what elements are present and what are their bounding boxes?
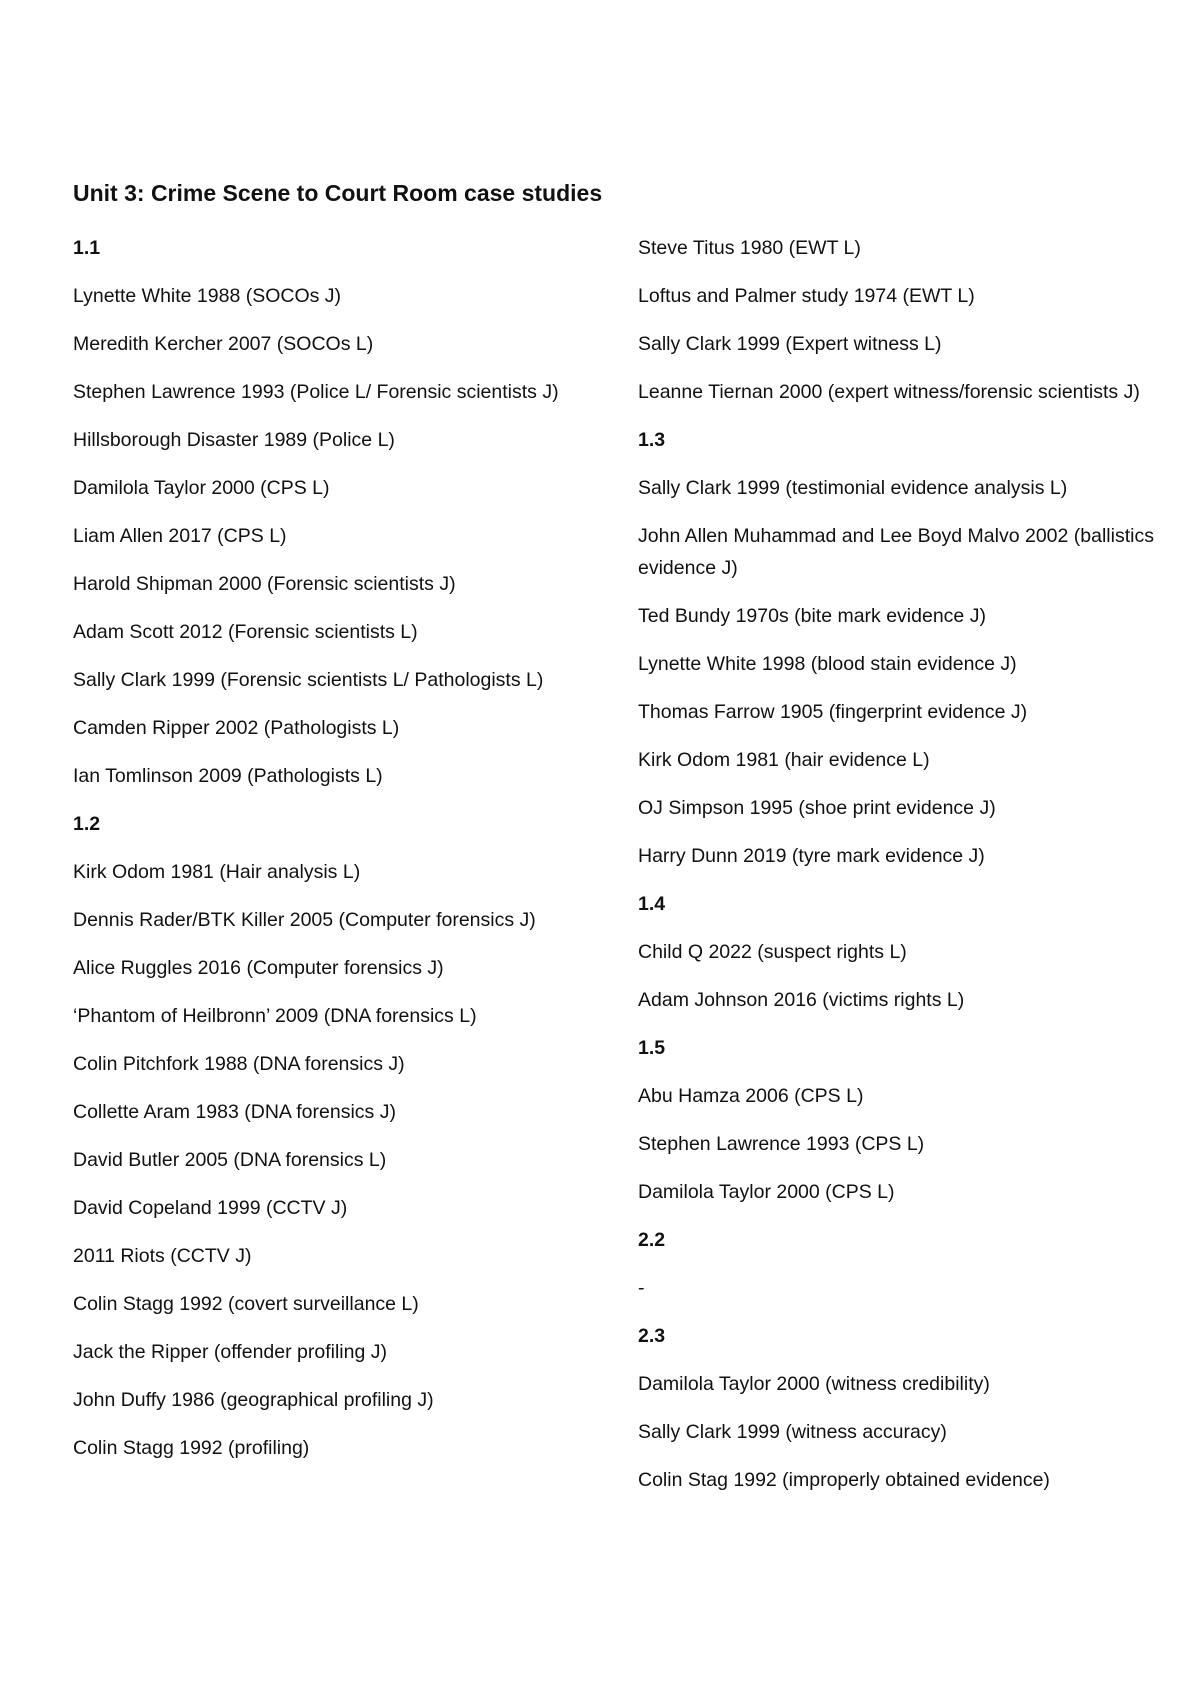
case-study-entry: David Copeland 1999 (CCTV J) [73,1197,348,1219]
case-study-entry: Harry Dunn 2019 (tyre mark evidence J) [638,845,985,867]
section-heading: 2.3 [638,1325,666,1347]
case-study-entry: Sally Clark 1999 (Expert witness L) [638,333,942,355]
case-study-entry: Kirk Odom 1981 (hair evidence L) [638,749,930,771]
case-study-entry: Ted Bundy 1970s (bite mark evidence J) [638,605,986,627]
section-heading: 1.4 [638,893,666,915]
case-study-entry: Leanne Tiernan 2000 (expert witness/forensic scientists J) [638,381,1140,403]
case-study-entry: Jack the Ripper (offender profiling J) [73,1341,387,1363]
case-study-entry: Lynette White 1998 (blood stain evidence J) [638,653,1017,675]
case-study-entry: Child Q 2022 (suspect rights L) [638,941,907,963]
case-study-entry: Adam Scott 2012 (Forensic scientists L) [73,621,418,643]
case-study-entry: Damilola Taylor 2000 (witness credibility) [638,1373,990,1395]
section-heading: 1.5 [638,1037,666,1059]
right-column [638,232,1158,1512]
left-column [73,232,573,1480]
case-study-entry: Dennis Rader/BTK Killer 2005 (Computer forensics J) [73,909,536,931]
case-study-entry: Sally Clark 1999 (Forensic scientists L/ Pathologists L) [73,669,544,691]
document-title: Unit 3: Crime Scene to Court Room case studies [73,180,603,206]
case-study-entry: Liam Allen 2017 (CPS L) [73,525,287,547]
case-study-entry: Sally Clark 1999 (witness accuracy) [638,1421,947,1443]
section-heading: 1.1 [73,237,101,259]
case-study-entry: Colin Stagg 1992 (profiling) [73,1437,310,1459]
case-study-entry: Colin Pitchfork 1988 (DNA forensics J) [73,1053,405,1075]
case-study-entry: Camden Ripper 2002 (Pathologists L) [73,717,400,739]
case-study-entry: Steve Titus 1980 (EWT L) [638,237,861,259]
section-heading: 1.3 [638,429,666,451]
case-study-entry: John Duffy 1986 (geographical profiling J) [73,1389,434,1411]
case-study-entry: Harold Shipman 2000 (Forensic scientists J) [73,573,456,595]
case-study-entry: John Allen Muhammad and Lee Boyd Malvo 2002 (ballistics evidence J) [638,525,1154,579]
case-study-entry: Sally Clark 1999 (testimonial evidence analysis L) [638,477,1068,499]
case-study-entry: Colin Stag 1992 (improperly obtained evidence) [638,1469,1050,1491]
case-study-entry: Kirk Odom 1981 (Hair analysis L) [73,861,361,883]
case-study-entry: Lynette White 1988 (SOCOs J) [73,285,342,307]
section-heading: 2.2 [638,1229,666,1251]
case-study-entry: Thomas Farrow 1905 (fingerprint evidence J) [638,701,1028,723]
case-study-entry: Stephen Lawrence 1993 (Police L/ Forensic scientists J) [73,381,559,403]
case-study-entry: Hillsborough Disaster 1989 (Police L) [73,429,395,451]
case-study-entry: Stephen Lawrence 1993 (CPS L) [638,1133,925,1155]
case-study-entry: Abu Hamza 2006 (CPS L) [638,1085,864,1107]
case-study-entry: Collette Aram 1983 (DNA forensics J) [73,1101,396,1123]
case-study-entry: Damilola Taylor 2000 (CPS L) [73,477,330,499]
section-heading: 1.2 [73,813,101,835]
case-study-entry: Adam Johnson 2016 (victims rights L) [638,989,965,1011]
case-study-entry: Colin Stagg 1992 (covert surveillance L) [73,1293,419,1315]
case-study-entry: David Butler 2005 (DNA forensics L) [73,1149,387,1171]
case-study-entry: - [638,1277,645,1299]
case-study-entry: Loftus and Palmer study 1974 (EWT L) [638,285,975,307]
case-study-entry: OJ Simpson 1995 (shoe print evidence J) [638,797,996,819]
case-study-entry: Ian Tomlinson 2009 (Pathologists L) [73,765,383,787]
case-study-entry: Meredith Kercher 2007 (SOCOs L) [73,333,374,355]
case-study-entry: Alice Ruggles 2016 (Computer forensics J) [73,957,444,979]
case-study-entry: Damilola Taylor 2000 (CPS L) [638,1181,895,1203]
case-study-entry: ‘Phantom of Heilbronn’ 2009 (DNA forensics L) [73,1005,477,1027]
case-study-entry: 2011 Riots (CCTV J) [73,1245,252,1267]
